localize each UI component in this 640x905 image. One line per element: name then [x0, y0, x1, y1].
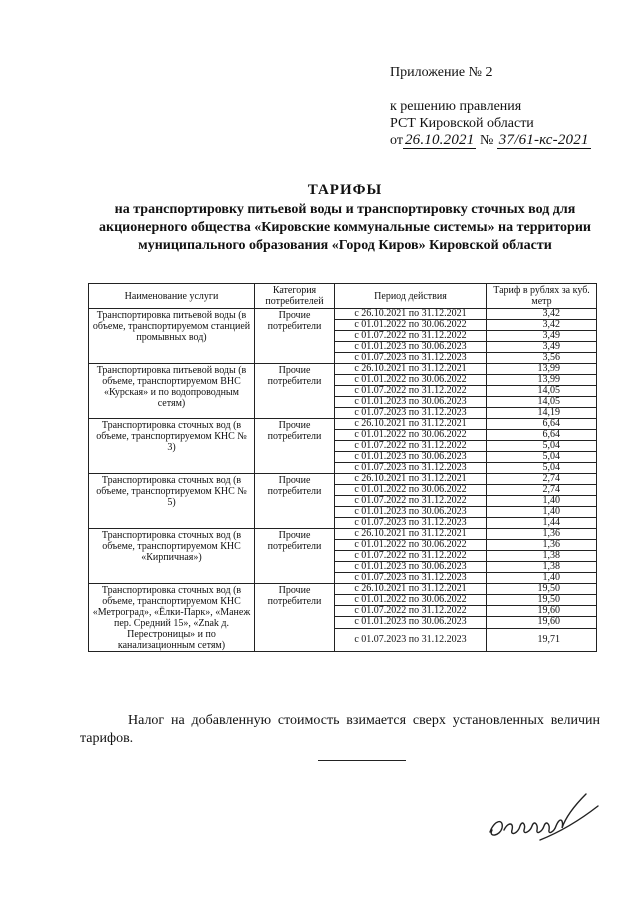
service-cell: Транспортировка питьевой воды (в объеме, транспортируемом станцией промывных вод): [89, 309, 255, 364]
signature-image: [480, 780, 610, 855]
service-cell: Транспортировка сточных вод (в объеме, транспортируемом КНС «Кирпичная»): [89, 529, 255, 584]
table-header-row: [89, 284, 597, 309]
tariff-cell: 5,04: [487, 463, 597, 474]
period-cell: с 01.07.2022 по 31.12.2022: [335, 441, 487, 452]
tariff-table: [88, 283, 597, 652]
period-cell: с 26.10.2021 по 31.12.2021: [335, 364, 487, 375]
tariff-cell: 19,50: [487, 595, 597, 606]
header-service: Наименование услуги: [89, 284, 255, 309]
service-cell: Транспортировка питьевой воды (в объеме, транспортируемом ВНС «Курская» и по водопроводным сетям): [89, 364, 255, 419]
period-cell: с 01.01.2022 по 30.06.2022: [335, 320, 487, 331]
period-cell: с 26.10.2021 по 31.12.2021: [335, 529, 487, 540]
title-main: ТАРИФЫ: [307, 182, 383, 198]
period-cell: с 01.07.2023 по 31.12.2023: [335, 573, 487, 584]
service-cell: Транспортировка сточных вод (в объеме, транспортируемом КНС «Метроград», «Ёлки-Парк», «Манеж пер. Средний 15», «Znak д. Перестроницы» и по канализационным сетям): [89, 584, 255, 652]
title-subtitle: на транспортировку питьевой воды и транспортировку сточных вод для акционерного общества «Кировские коммунальные системы» на территории муниципального образования «Город Киров» Кировской области: [99, 202, 591, 253]
table-row: [89, 364, 597, 375]
period-cell: с 01.01.2022 по 30.06.2022: [335, 430, 487, 441]
period-cell: с 01.01.2022 по 30.06.2022: [335, 485, 487, 496]
vat-note: Налог на добавленную стоимость взимается сверх установленных величин тарифов.: [80, 713, 600, 746]
tariff-cell: 6,64: [487, 419, 597, 430]
tariff-cell: 2,74: [487, 485, 597, 496]
period-cell: с 01.01.2023 по 30.06.2023: [335, 452, 487, 463]
tariff-cell: 14,05: [487, 386, 597, 397]
period-cell: с 01.07.2022 по 31.12.2022: [335, 551, 487, 562]
tariff-cell: 1,40: [487, 496, 597, 507]
period-cell: с 01.07.2023 по 31.12.2023: [335, 408, 487, 419]
tariff-cell: 5,04: [487, 441, 597, 452]
period-cell: с 01.01.2023 по 30.06.2023: [335, 342, 487, 353]
tariff-cell: 5,04: [487, 452, 597, 463]
number-prefix: №: [479, 133, 494, 148]
decision-line-1: к решению правления: [390, 99, 522, 114]
divider-line: [318, 760, 406, 761]
table-row: [89, 529, 597, 540]
tariff-cell: 1,38: [487, 562, 597, 573]
period-cell: с 01.01.2022 по 30.06.2022: [335, 375, 487, 386]
tariff-cell: 3,49: [487, 331, 597, 342]
period-cell: с 26.10.2021 по 31.12.2021: [335, 474, 487, 485]
decision-date-number: [390, 132, 591, 149]
header-tariff: Тариф в рублях за куб. метр: [487, 284, 597, 309]
table-row: [89, 584, 597, 595]
tariff-cell: 14,05: [487, 397, 597, 408]
period-cell: с 01.01.2023 по 30.06.2023: [335, 617, 487, 628]
period-cell: с 01.07.2023 по 31.12.2023: [335, 518, 487, 529]
period-cell: с 01.07.2023 по 31.12.2023: [335, 353, 487, 364]
tariff-cell: 13,99: [487, 364, 597, 375]
document-title: [80, 182, 610, 255]
date-prefix: от: [390, 133, 403, 148]
tariff-cell: 13,99: [487, 375, 597, 386]
period-cell: с 01.07.2022 по 31.12.2022: [335, 331, 487, 342]
tariff-cell: 19,71: [487, 628, 597, 651]
tariff-cell: 3,49: [487, 342, 597, 353]
period-cell: с 01.07.2023 по 31.12.2023: [335, 628, 487, 651]
service-cell: Транспортировка сточных вод (в объеме, транспортируемом КНС № 3): [89, 419, 255, 474]
period-cell: с 01.01.2023 по 30.06.2023: [335, 397, 487, 408]
decision-reference: [390, 98, 591, 149]
tariff-cell: 14,19: [487, 408, 597, 419]
table-row: [89, 309, 597, 320]
category-cell: Прочие потребители: [255, 584, 335, 652]
table-body: [89, 309, 597, 652]
period-cell: с 01.01.2023 по 30.06.2023: [335, 507, 487, 518]
tariff-cell: 19,60: [487, 606, 597, 617]
category-cell: Прочие потребители: [255, 529, 335, 584]
tariff-cell: 2,74: [487, 474, 597, 485]
appendix-label: Приложение № 2: [390, 65, 493, 80]
table-row: [89, 419, 597, 430]
handwritten-number: 37/61-кс-2021: [498, 132, 589, 148]
tariff-cell: 1,40: [487, 507, 597, 518]
tariff-cell: 19,60: [487, 617, 597, 628]
decision-line-2: РСТ Кировской области: [390, 116, 534, 131]
tariff-cell: 3,56: [487, 353, 597, 364]
period-cell: с 01.01.2023 по 30.06.2023: [335, 562, 487, 573]
tariff-cell: 3,42: [487, 309, 597, 320]
header-category: Категория потребителей: [255, 284, 335, 309]
handwritten-date: 26.10.2021: [404, 132, 475, 148]
tariff-cell: 19,50: [487, 584, 597, 595]
period-cell: с 26.10.2021 по 31.12.2021: [335, 309, 487, 320]
tariff-cell: 1,36: [487, 540, 597, 551]
period-cell: с 26.10.2021 по 31.12.2021: [335, 419, 487, 430]
tariff-cell: 6,64: [487, 430, 597, 441]
period-cell: с 01.01.2022 по 30.06.2022: [335, 540, 487, 551]
category-cell: Прочие потребители: [255, 309, 335, 364]
period-cell: с 01.07.2022 по 31.12.2022: [335, 606, 487, 617]
period-cell: с 01.07.2023 по 31.12.2023: [335, 463, 487, 474]
period-cell: с 01.07.2022 по 31.12.2022: [335, 496, 487, 507]
tariff-cell: 1,36: [487, 529, 597, 540]
period-cell: с 01.07.2022 по 31.12.2022: [335, 386, 487, 397]
category-cell: Прочие потребители: [255, 419, 335, 474]
tariff-cell: 1,38: [487, 551, 597, 562]
service-cell: Транспортировка сточных вод (в объеме, транспортируемом КНС № 5): [89, 474, 255, 529]
tariff-cell: 3,42: [487, 320, 597, 331]
period-cell: с 01.01.2022 по 30.06.2022: [335, 595, 487, 606]
category-cell: Прочие потребители: [255, 364, 335, 419]
signature-icon: [480, 780, 610, 850]
table-row: [89, 474, 597, 485]
category-cell: Прочие потребители: [255, 474, 335, 529]
tariff-cell: 1,44: [487, 518, 597, 529]
header-period: Период действия: [335, 284, 487, 309]
tariff-cell: 1,40: [487, 573, 597, 584]
period-cell: с 26.10.2021 по 31.12.2021: [335, 584, 487, 595]
